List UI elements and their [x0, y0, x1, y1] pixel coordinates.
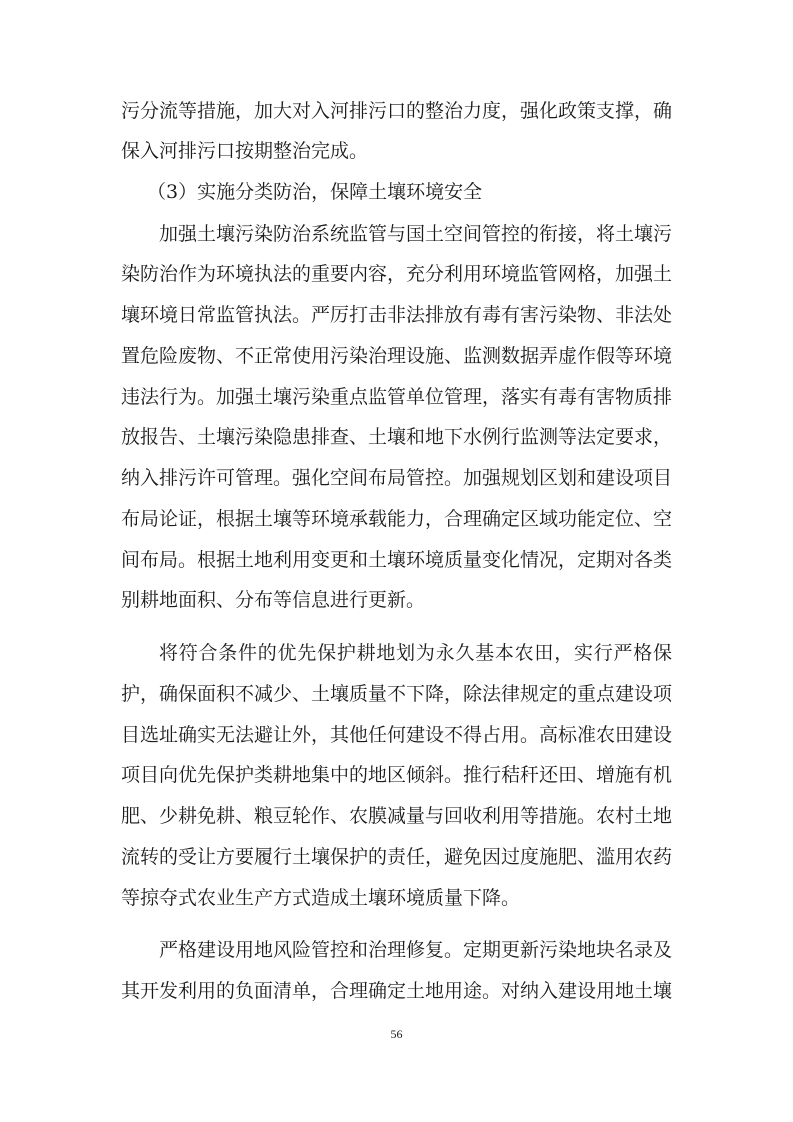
text-line: 间布局。根据土地利用变更和土壤环境质量变化情况，定期对各类 [121, 549, 672, 571]
text-line: 肥、少耕免耕、粮豆轮作、农膜减量与回收利用等措施。农村土地 [121, 805, 672, 827]
text-line: 布局论证，根据土壤等环境承载能力，合理确定区域功能定位、空 [121, 508, 672, 530]
section-heading: （3）实施分类防治，保障土壤环境安全 [147, 181, 483, 203]
text-line: 纳入排污许可管理。强化空间布局管控。加强规划区划和建设项目 [121, 467, 672, 489]
text-line: 别耕地面积、分布等信息进行更新。 [121, 589, 426, 611]
text-line: 放报告、土壤污染隐患排查、土壤和地下水例行监测等法定要求， [121, 426, 672, 448]
text-line: 染防治作为环境执法的重要内容，充分利用环境监管网格，加强土 [121, 263, 672, 285]
text-line: 保入河排污口按期整治完成。 [121, 140, 369, 162]
text-line: 护，确保面积不减少、土壤质量不下降，除法律规定的重点建设项 [121, 683, 672, 705]
text-line: 项目向优先保护类耕地集中的地区倾斜。推行秸秆还田、增施有机 [121, 764, 672, 786]
text-line: 将符合条件的优先保护耕地划为永久基本农田，实行严格保 [159, 642, 672, 664]
text-line: 污分流等措施，加大对入河排污口的整治力度，强化政策支撑，确 [121, 100, 672, 122]
text-line: 流转的受让方要履行土壤保护的责任，避免因过度施肥、滥用农药 [121, 846, 672, 868]
text-line: 等掠夺式农业生产方式造成土壤环境质量下降。 [121, 887, 521, 909]
text-line: 其开发利用的负面清单，合理确定土地用途。对纳入建设用地土壤 [121, 980, 672, 1002]
text-line: 严格建设用地风险管控和治理修复。定期更新污染地块名录及 [159, 939, 672, 961]
text-line: 置危险废物、不正常使用污染治理设施、监测数据弄虚作假等环境 [121, 345, 672, 367]
text-line: 违法行为。加强土壤污染重点监管单位管理，落实有毒有害物质排 [121, 386, 672, 408]
text-line: 加强土壤污染防治系统监管与国土空间管控的衔接，将土壤污 [159, 223, 672, 245]
text-line: 壤环境日常监管执法。严厉打击非法排放有毒有害污染物、非法处 [121, 304, 672, 326]
text-line: 目选址确实无法避让外，其他任何建设不得占用。高标准农田建设 [121, 724, 672, 746]
page-number: 56 [390, 1027, 403, 1041]
